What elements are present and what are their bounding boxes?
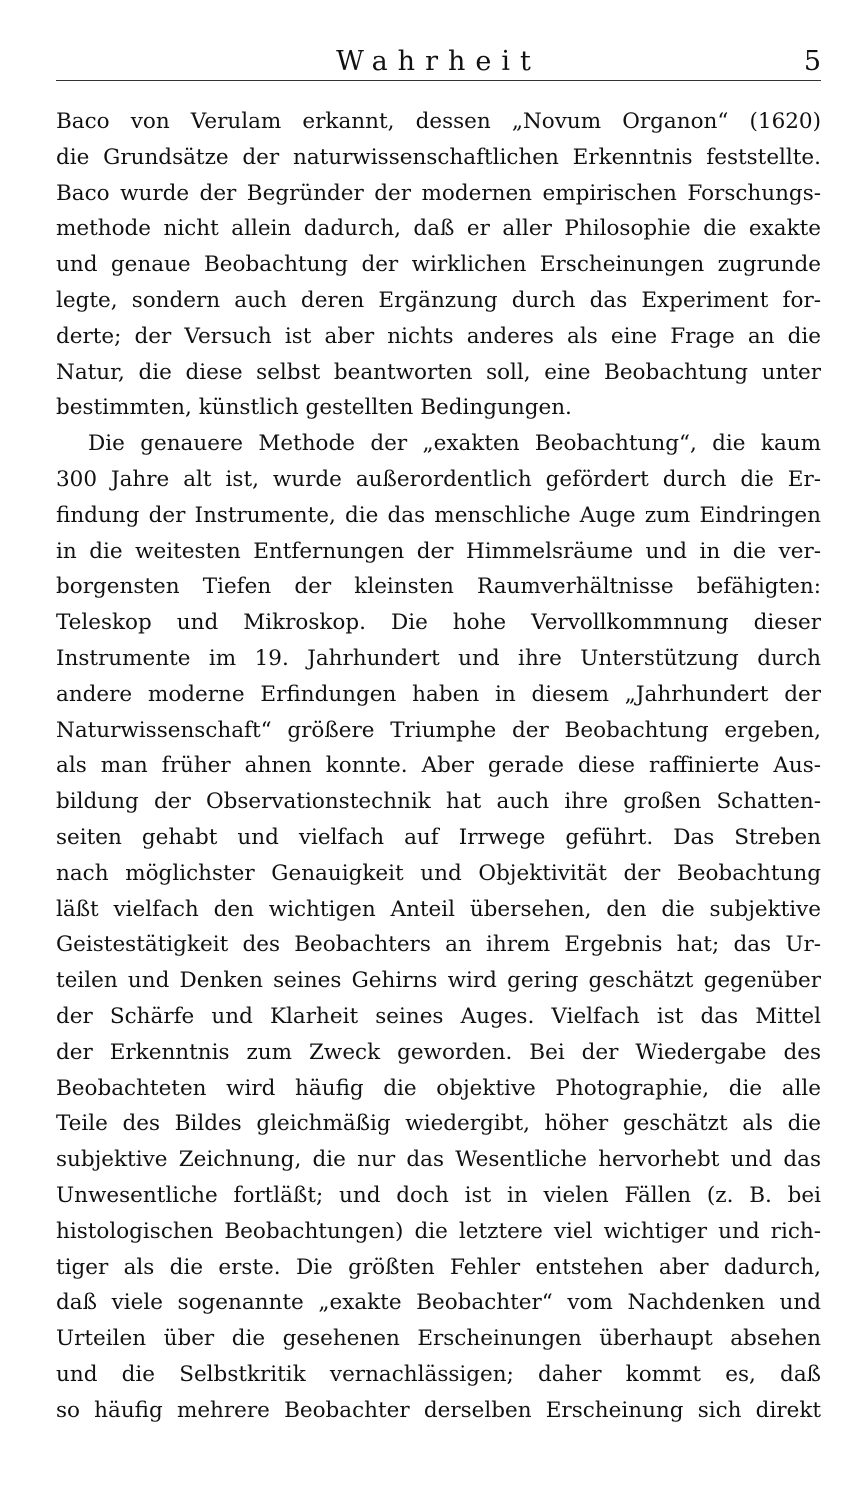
text-line: Geistestätigkeit des Beobachters an ihrem Ergebnis hat; das Ur- xyxy=(56,932,821,958)
text-line: subjektive Zeichnung, die nur das Wesentliche hervorhebt und das xyxy=(56,1147,821,1173)
text-line: findung der Instrumente, die das menschliche Auge zum Eindringen xyxy=(56,502,821,528)
text-line: tiger als die erste. Die größten Fehler entstehen aber dadurch, xyxy=(56,1254,821,1280)
text-line: der Erkenntnis zum Zweck geworden. Bei der Wiedergabe des xyxy=(56,1039,821,1065)
running-title: Wahrheit xyxy=(336,46,541,77)
paragraph xyxy=(56,104,821,426)
text-line: borgensten Tiefen der kleinsten Raumverhältnisse befähigten: xyxy=(56,574,821,600)
text-line: bildung der Observationstechnik hat auch ihre großen Schatten- xyxy=(56,789,821,815)
text-line: daß viele sogenannte „exakte Beobachter“ vom Nachdenken und xyxy=(56,1290,821,1316)
page-header xyxy=(56,42,821,82)
text-line: methode nicht allein dadurch, daß er aller Philosophie die exakte xyxy=(56,216,821,242)
text-line: Natur, die diese selbst beantworten soll, eine Beobachtung unter xyxy=(56,359,821,385)
text-line: teilen und Denken seines Gehirns wird gering geschätzt gegenüber xyxy=(56,968,821,994)
text-line: in die weitesten Entfernungen der Himmelsräume und in die ver- xyxy=(56,538,821,564)
text-body xyxy=(56,104,821,1428)
page-number: 5 xyxy=(803,46,821,77)
text-line: 300 Jahre alt ist, wurde außerordentlich gefördert durch die Er- xyxy=(56,466,821,492)
text-line: die Grundsätze der naturwissenschaftlichen Erkenntnis feststellte. xyxy=(56,144,821,170)
header-rule xyxy=(56,80,821,81)
text-line: Die genauere Methode der „exakten Beobachtung“, die kaum xyxy=(88,431,821,457)
paragraph xyxy=(56,426,821,1428)
text-line: Teleskop und Mikroskop. Die hohe Vervollkommnung dieser xyxy=(56,610,821,636)
text-line: läßt vielfach den wichtigen Anteil übersehen, den die subjektive xyxy=(56,896,821,922)
text-line: Unwesentliche fortläßt; und doch ist in vielen Fällen (z. B. bei xyxy=(56,1182,821,1208)
text-line: der Schärfe und Klarheit seines Auges. Vielfach ist das Mittel xyxy=(56,1003,821,1029)
text-line: seiten gehabt und vielfach auf Irrwege geführt. Das Streben xyxy=(56,824,821,850)
text-line: Instrumente im 19. Jahrhundert und ihre Unterstützung durch xyxy=(56,645,821,671)
text-line: und genaue Beobachtung der wirklichen Erscheinungen zugrunde xyxy=(56,252,821,278)
text-line: nach möglichster Genauigkeit und Objektivität der Beobachtung xyxy=(56,860,821,886)
text-line: bestimmten, künstlich gestellten Bedingungen. xyxy=(56,395,572,421)
text-line: Urteilen über die gesehenen Erscheinungen überhaupt absehen xyxy=(56,1326,821,1352)
text-line: legte, sondern auch deren Ergänzung durch das Experiment for- xyxy=(56,287,821,313)
text-line: und die Selbstkritik vernachlässigen; daher kommt es, daß xyxy=(56,1361,821,1387)
text-line: als man früher ahnen konnte. Aber gerade diese raffinierte Aus- xyxy=(56,753,821,779)
text-line: Beobachteten wird häufig die objektive Photographie, die alle xyxy=(56,1075,821,1101)
text-line: andere moderne Erfindungen haben in diesem „Jahrhundert der xyxy=(56,681,821,707)
text-line: histologischen Beobachtungen) die letztere viel wichtiger und rich- xyxy=(56,1218,821,1244)
text-line: derte; der Versuch ist aber nichts anderes als eine Frage an die xyxy=(56,323,821,349)
text-line: Naturwissenschaft“ größere Triumphe der Beobachtung ergeben, xyxy=(56,717,821,743)
text-line: so häufig mehrere Beobachter derselben Erscheinung sich direkt xyxy=(56,1397,821,1423)
text-line: Baco wurde der Begründer der modernen empirischen Forschungs- xyxy=(56,180,821,206)
text-line: Baco von Verulam erkannt, dessen „Novum Organon“ (1620) xyxy=(56,109,821,134)
text-line: Teile des Bildes gleichmäßig wiedergibt, höher geschätzt als die xyxy=(56,1111,821,1137)
